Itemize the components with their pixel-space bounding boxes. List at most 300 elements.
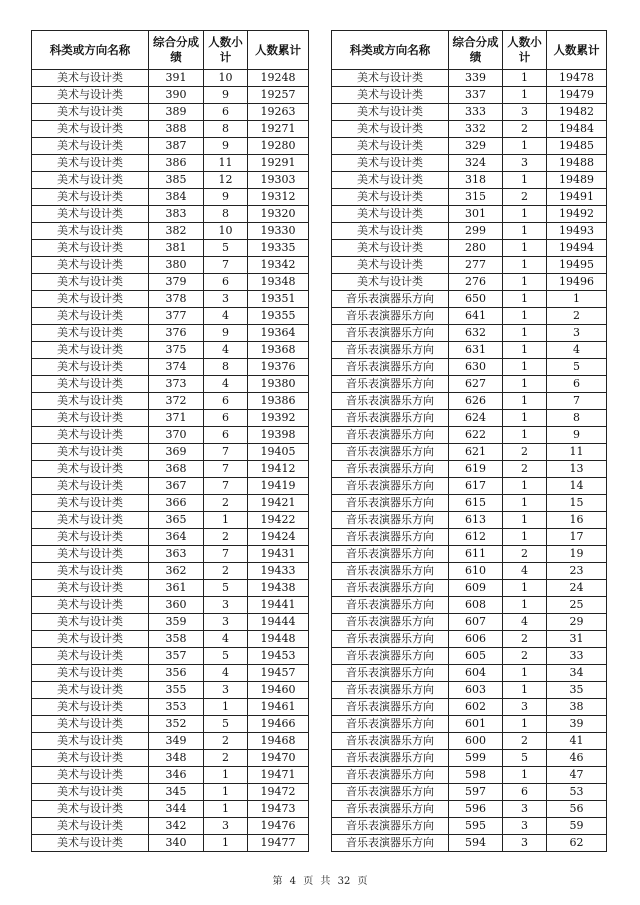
cell-category: 美术与设计类 — [332, 172, 449, 189]
cell-cumulative: 19368 — [248, 342, 309, 359]
cell-cumulative: 19248 — [248, 70, 309, 87]
table-row — [332, 223, 607, 240]
cell-cumulative: 8 — [547, 410, 607, 427]
cell-score: 346 — [149, 767, 204, 784]
cell-cumulative: 19330 — [248, 223, 309, 240]
cell-category: 音乐表演器乐方向 — [332, 682, 449, 699]
cell-count: 1 — [503, 206, 547, 223]
cell-count: 8 — [204, 121, 248, 138]
cell-category: 音乐表演器乐方向 — [332, 784, 449, 801]
cell-score: 382 — [149, 223, 204, 240]
cell-cumulative: 19433 — [248, 563, 309, 580]
cell-count: 2 — [204, 733, 248, 750]
cell-category: 音乐表演器乐方向 — [332, 342, 449, 359]
cell-score: 371 — [149, 410, 204, 427]
cell-category: 美术与设计类 — [32, 138, 149, 155]
cell-cumulative: 19364 — [248, 325, 309, 342]
cell-score: 357 — [149, 648, 204, 665]
cell-count: 11 — [204, 155, 248, 172]
cell-category: 美术与设计类 — [32, 682, 149, 699]
cell-score: 373 — [149, 376, 204, 393]
cell-category: 美术与设计类 — [332, 104, 449, 121]
cell-category: 美术与设计类 — [332, 138, 449, 155]
cell-count: 1 — [204, 801, 248, 818]
cell-score: 339 — [449, 70, 503, 87]
cell-score: 349 — [149, 733, 204, 750]
table-row — [32, 155, 309, 172]
cell-score: 384 — [149, 189, 204, 206]
cell-category: 音乐表演器乐方向 — [332, 767, 449, 784]
table-row — [332, 291, 607, 308]
cell-count: 4 — [204, 665, 248, 682]
cell-count: 3 — [204, 291, 248, 308]
cell-cumulative: 19303 — [248, 172, 309, 189]
cell-category: 美术与设计类 — [32, 359, 149, 376]
cell-category: 音乐表演器乐方向 — [332, 529, 449, 546]
cell-category: 音乐表演器乐方向 — [332, 512, 449, 529]
cell-cumulative: 24 — [547, 580, 607, 597]
cell-score: 277 — [449, 257, 503, 274]
cell-category: 美术与设计类 — [32, 665, 149, 682]
cell-category: 美术与设计类 — [32, 376, 149, 393]
cell-count: 1 — [204, 835, 248, 852]
header-category: 科类或方向名称 — [332, 31, 449, 70]
table-body-left — [32, 70, 309, 852]
table-row — [32, 733, 309, 750]
cell-count: 4 — [204, 342, 248, 359]
cell-cumulative: 33 — [547, 648, 607, 665]
table-row — [32, 104, 309, 121]
cell-count: 1 — [503, 393, 547, 410]
cell-score: 369 — [149, 444, 204, 461]
table-row — [332, 750, 607, 767]
table-row — [32, 410, 309, 427]
cell-category: 美术与设计类 — [332, 189, 449, 206]
cell-cumulative: 19376 — [248, 359, 309, 376]
cell-score: 624 — [449, 410, 503, 427]
table-row — [32, 325, 309, 342]
cell-score: 641 — [449, 308, 503, 325]
table-row — [32, 767, 309, 784]
cell-category: 美术与设计类 — [32, 291, 149, 308]
cell-category: 音乐表演器乐方向 — [332, 359, 449, 376]
table-row — [332, 240, 607, 257]
table-header-row — [32, 31, 309, 70]
cell-score: 364 — [149, 529, 204, 546]
cell-count: 1 — [503, 240, 547, 257]
cell-count: 7 — [204, 461, 248, 478]
cell-count: 2 — [503, 733, 547, 750]
table-row — [32, 206, 309, 223]
table-row — [332, 325, 607, 342]
table-row — [332, 665, 607, 682]
table-row — [332, 818, 607, 835]
cell-count: 1 — [503, 274, 547, 291]
cell-cumulative: 4 — [547, 342, 607, 359]
footer-prefix: 第 — [272, 876, 283, 887]
cell-count: 2 — [204, 529, 248, 546]
table-row — [332, 393, 607, 410]
table-row — [332, 427, 607, 444]
table-row — [32, 818, 309, 835]
cell-cumulative: 19479 — [547, 87, 607, 104]
cell-score: 385 — [149, 172, 204, 189]
cell-cumulative: 19485 — [547, 138, 607, 155]
table-row — [32, 835, 309, 852]
header-cumulative: 人数累计 — [248, 31, 309, 70]
table-row — [332, 631, 607, 648]
cell-score: 356 — [149, 665, 204, 682]
table-row — [32, 427, 309, 444]
table-row — [332, 206, 607, 223]
cell-category: 美术与设计类 — [332, 240, 449, 257]
cell-count: 9 — [204, 189, 248, 206]
cell-category: 美术与设计类 — [32, 750, 149, 767]
cell-score: 342 — [149, 818, 204, 835]
cell-cumulative: 16 — [547, 512, 607, 529]
cell-cumulative: 19419 — [248, 478, 309, 495]
cell-cumulative: 19271 — [248, 121, 309, 138]
cell-category: 美术与设计类 — [32, 104, 149, 121]
cell-score: 602 — [449, 699, 503, 716]
cell-count: 3 — [503, 699, 547, 716]
cell-cumulative: 19386 — [248, 393, 309, 410]
cell-score: 604 — [449, 665, 503, 682]
table-row — [332, 274, 607, 291]
cell-category: 音乐表演器乐方向 — [332, 716, 449, 733]
cell-count: 6 — [503, 784, 547, 801]
cell-category: 音乐表演器乐方向 — [332, 478, 449, 495]
cell-category: 音乐表演器乐方向 — [332, 444, 449, 461]
score-table-left — [31, 30, 309, 852]
table-row — [332, 597, 607, 614]
cell-cumulative: 41 — [547, 733, 607, 750]
cell-category: 美术与设计类 — [32, 631, 149, 648]
table-row — [332, 257, 607, 274]
table-row — [32, 716, 309, 733]
cell-category: 美术与设计类 — [32, 240, 149, 257]
cell-count: 5 — [204, 648, 248, 665]
table-row — [32, 784, 309, 801]
cell-category: 音乐表演器乐方向 — [332, 376, 449, 393]
cell-cumulative: 19473 — [248, 801, 309, 818]
cell-cumulative: 19421 — [248, 495, 309, 512]
cell-cumulative: 56 — [547, 801, 607, 818]
table-row — [32, 240, 309, 257]
table-row — [32, 682, 309, 699]
cell-score: 372 — [149, 393, 204, 410]
table-row — [332, 444, 607, 461]
cell-score: 366 — [149, 495, 204, 512]
table-row — [32, 274, 309, 291]
cell-score: 605 — [449, 648, 503, 665]
table-row — [332, 121, 607, 138]
table-row — [32, 70, 309, 87]
cell-count: 10 — [204, 70, 248, 87]
cell-category: 美术与设计类 — [32, 546, 149, 563]
cell-count: 1 — [503, 308, 547, 325]
cell-score: 376 — [149, 325, 204, 342]
table-row — [32, 614, 309, 631]
header-cumulative: 人数累计 — [547, 31, 607, 70]
cell-score: 594 — [449, 835, 503, 852]
cell-score: 599 — [449, 750, 503, 767]
cell-category: 美术与设计类 — [32, 835, 149, 852]
footer-page-unit: 页 — [303, 876, 314, 887]
cell-count: 2 — [503, 631, 547, 648]
cell-category: 美术与设计类 — [32, 733, 149, 750]
cell-cumulative: 19392 — [248, 410, 309, 427]
cell-cumulative: 19448 — [248, 631, 309, 648]
cell-score: 344 — [149, 801, 204, 818]
cell-cumulative: 46 — [547, 750, 607, 767]
cell-score: 611 — [449, 546, 503, 563]
cell-category: 音乐表演器乐方向 — [332, 801, 449, 818]
cell-score: 597 — [449, 784, 503, 801]
cell-cumulative: 19489 — [547, 172, 607, 189]
table-row — [32, 546, 309, 563]
cell-cumulative: 19380 — [248, 376, 309, 393]
cell-count: 3 — [503, 801, 547, 818]
cell-score: 368 — [149, 461, 204, 478]
cell-category: 美术与设计类 — [332, 155, 449, 172]
cell-count: 5 — [204, 716, 248, 733]
cell-cumulative: 19280 — [248, 138, 309, 155]
cell-cumulative: 31 — [547, 631, 607, 648]
cell-count: 1 — [503, 257, 547, 274]
cell-count: 2 — [204, 563, 248, 580]
cell-category: 美术与设计类 — [32, 784, 149, 801]
table-row — [32, 699, 309, 716]
table-row — [32, 121, 309, 138]
cell-cumulative: 19355 — [248, 308, 309, 325]
cell-count: 9 — [204, 138, 248, 155]
cell-category: 音乐表演器乐方向 — [332, 308, 449, 325]
cell-cumulative: 19320 — [248, 206, 309, 223]
table-row — [32, 563, 309, 580]
cell-category: 美术与设计类 — [32, 444, 149, 461]
cell-category: 美术与设计类 — [32, 699, 149, 716]
cell-category: 美术与设计类 — [32, 206, 149, 223]
cell-score: 631 — [449, 342, 503, 359]
cell-count: 2 — [204, 750, 248, 767]
cell-score: 362 — [149, 563, 204, 580]
cell-cumulative: 6 — [547, 376, 607, 393]
cell-count: 1 — [503, 495, 547, 512]
cell-score: 612 — [449, 529, 503, 546]
cell-cumulative: 9 — [547, 427, 607, 444]
table-row — [332, 784, 607, 801]
table-row — [332, 172, 607, 189]
cell-cumulative: 19431 — [248, 546, 309, 563]
table-row — [32, 648, 309, 665]
cell-category: 美术与设计类 — [32, 393, 149, 410]
cell-cumulative: 5 — [547, 359, 607, 376]
cell-cumulative: 19412 — [248, 461, 309, 478]
cell-cumulative: 19335 — [248, 240, 309, 257]
cell-cumulative: 19263 — [248, 104, 309, 121]
table-row — [332, 410, 607, 427]
cell-category: 美术与设计类 — [32, 648, 149, 665]
cell-cumulative: 19495 — [547, 257, 607, 274]
cell-score: 630 — [449, 359, 503, 376]
cell-category: 美术与设计类 — [32, 172, 149, 189]
cell-score: 603 — [449, 682, 503, 699]
cell-score: 650 — [449, 291, 503, 308]
cell-count: 1 — [503, 376, 547, 393]
cell-score: 608 — [449, 597, 503, 614]
cell-score: 389 — [149, 104, 204, 121]
cell-cumulative: 19494 — [547, 240, 607, 257]
cell-count: 3 — [503, 818, 547, 835]
cell-count: 2 — [503, 121, 547, 138]
cell-cumulative: 19424 — [248, 529, 309, 546]
table-row — [32, 138, 309, 155]
cell-count: 2 — [503, 189, 547, 206]
cell-count: 7 — [204, 257, 248, 274]
cell-count: 3 — [503, 835, 547, 852]
cell-cumulative: 29 — [547, 614, 607, 631]
cell-category: 美术与设计类 — [32, 121, 149, 138]
cell-count: 4 — [204, 308, 248, 325]
cell-category: 音乐表演器乐方向 — [332, 461, 449, 478]
cell-score: 352 — [149, 716, 204, 733]
cell-count: 1 — [204, 784, 248, 801]
cell-cumulative: 19405 — [248, 444, 309, 461]
cell-count: 1 — [503, 682, 547, 699]
table-row — [32, 257, 309, 274]
cell-count: 4 — [503, 563, 547, 580]
table-row — [32, 665, 309, 682]
cell-score: 360 — [149, 597, 204, 614]
cell-category: 美术与设计类 — [32, 563, 149, 580]
cell-score: 632 — [449, 325, 503, 342]
cell-score: 387 — [149, 138, 204, 155]
cell-count: 6 — [204, 274, 248, 291]
table-row — [332, 478, 607, 495]
table-row — [32, 478, 309, 495]
cell-category: 美术与设计类 — [32, 478, 149, 495]
table-row — [332, 461, 607, 478]
cell-count: 3 — [204, 682, 248, 699]
table-row — [332, 699, 607, 716]
table-row — [332, 682, 607, 699]
cell-count: 1 — [503, 665, 547, 682]
cell-category: 美术与设计类 — [32, 427, 149, 444]
cell-cumulative: 7 — [547, 393, 607, 410]
cell-cumulative: 19478 — [547, 70, 607, 87]
cell-score: 606 — [449, 631, 503, 648]
cell-category: 音乐表演器乐方向 — [332, 291, 449, 308]
footer-page-number: 4 — [289, 876, 297, 887]
cell-score: 375 — [149, 342, 204, 359]
cell-score: 619 — [449, 461, 503, 478]
cell-cumulative: 19348 — [248, 274, 309, 291]
cell-count: 1 — [503, 410, 547, 427]
cell-count: 4 — [204, 376, 248, 393]
footer-total-pages: 32 — [337, 876, 351, 887]
cell-category: 音乐表演器乐方向 — [332, 614, 449, 631]
cell-score: 337 — [449, 87, 503, 104]
header-score: 综合分成绩 — [149, 31, 204, 70]
cell-count: 1 — [204, 512, 248, 529]
cell-count: 1 — [503, 512, 547, 529]
cell-score: 388 — [149, 121, 204, 138]
cell-cumulative: 19342 — [248, 257, 309, 274]
table-row — [32, 393, 309, 410]
cell-category: 美术与设计类 — [332, 274, 449, 291]
cell-category: 音乐表演器乐方向 — [332, 665, 449, 682]
cell-category: 音乐表演器乐方向 — [332, 597, 449, 614]
header-category: 科类或方向名称 — [32, 31, 149, 70]
header-count: 人数小计 — [503, 31, 547, 70]
cell-count: 1 — [503, 597, 547, 614]
cell-score: 600 — [449, 733, 503, 750]
cell-category: 音乐表演器乐方向 — [332, 648, 449, 665]
cell-cumulative: 19444 — [248, 614, 309, 631]
table-row — [332, 308, 607, 325]
cell-score: 374 — [149, 359, 204, 376]
cell-category: 音乐表演器乐方向 — [332, 580, 449, 597]
cell-score: 379 — [149, 274, 204, 291]
table-row — [332, 495, 607, 512]
cell-score: 359 — [149, 614, 204, 631]
cell-score: 391 — [149, 70, 204, 87]
table-row — [32, 801, 309, 818]
cell-cumulative: 19493 — [547, 223, 607, 240]
cell-category: 美术与设计类 — [32, 529, 149, 546]
table-row — [332, 529, 607, 546]
table-row — [32, 529, 309, 546]
cell-cumulative: 62 — [547, 835, 607, 852]
cell-count: 2 — [503, 546, 547, 563]
cell-score: 315 — [449, 189, 503, 206]
cell-category: 音乐表演器乐方向 — [332, 325, 449, 342]
cell-score: 355 — [149, 682, 204, 699]
cell-score: 380 — [149, 257, 204, 274]
cell-category: 美术与设计类 — [32, 308, 149, 325]
cell-category: 美术与设计类 — [32, 274, 149, 291]
cell-count: 9 — [204, 87, 248, 104]
table-row — [332, 70, 607, 87]
cell-count: 2 — [503, 648, 547, 665]
cell-count: 1 — [503, 716, 547, 733]
table-row — [32, 87, 309, 104]
cell-score: 340 — [149, 835, 204, 852]
cell-category: 音乐表演器乐方向 — [332, 750, 449, 767]
cell-category: 美术与设计类 — [332, 257, 449, 274]
cell-cumulative: 19453 — [248, 648, 309, 665]
cell-count: 1 — [503, 325, 547, 342]
cell-cumulative: 19398 — [248, 427, 309, 444]
cell-cumulative: 2 — [547, 308, 607, 325]
table-row — [32, 291, 309, 308]
header-score: 综合分成绩 — [449, 31, 503, 70]
cell-count: 6 — [204, 104, 248, 121]
cell-cumulative: 39 — [547, 716, 607, 733]
cell-category: 美术与设计类 — [32, 257, 149, 274]
cell-score: 329 — [449, 138, 503, 155]
cell-cumulative: 59 — [547, 818, 607, 835]
table-row — [332, 104, 607, 121]
footer-total-prefix: 共 — [320, 876, 331, 887]
cell-score: 613 — [449, 512, 503, 529]
table-row — [32, 461, 309, 478]
cell-category: 美术与设计类 — [32, 325, 149, 342]
cell-category: 美术与设计类 — [32, 495, 149, 512]
cell-count: 1 — [503, 70, 547, 87]
cell-category: 音乐表演器乐方向 — [332, 427, 449, 444]
